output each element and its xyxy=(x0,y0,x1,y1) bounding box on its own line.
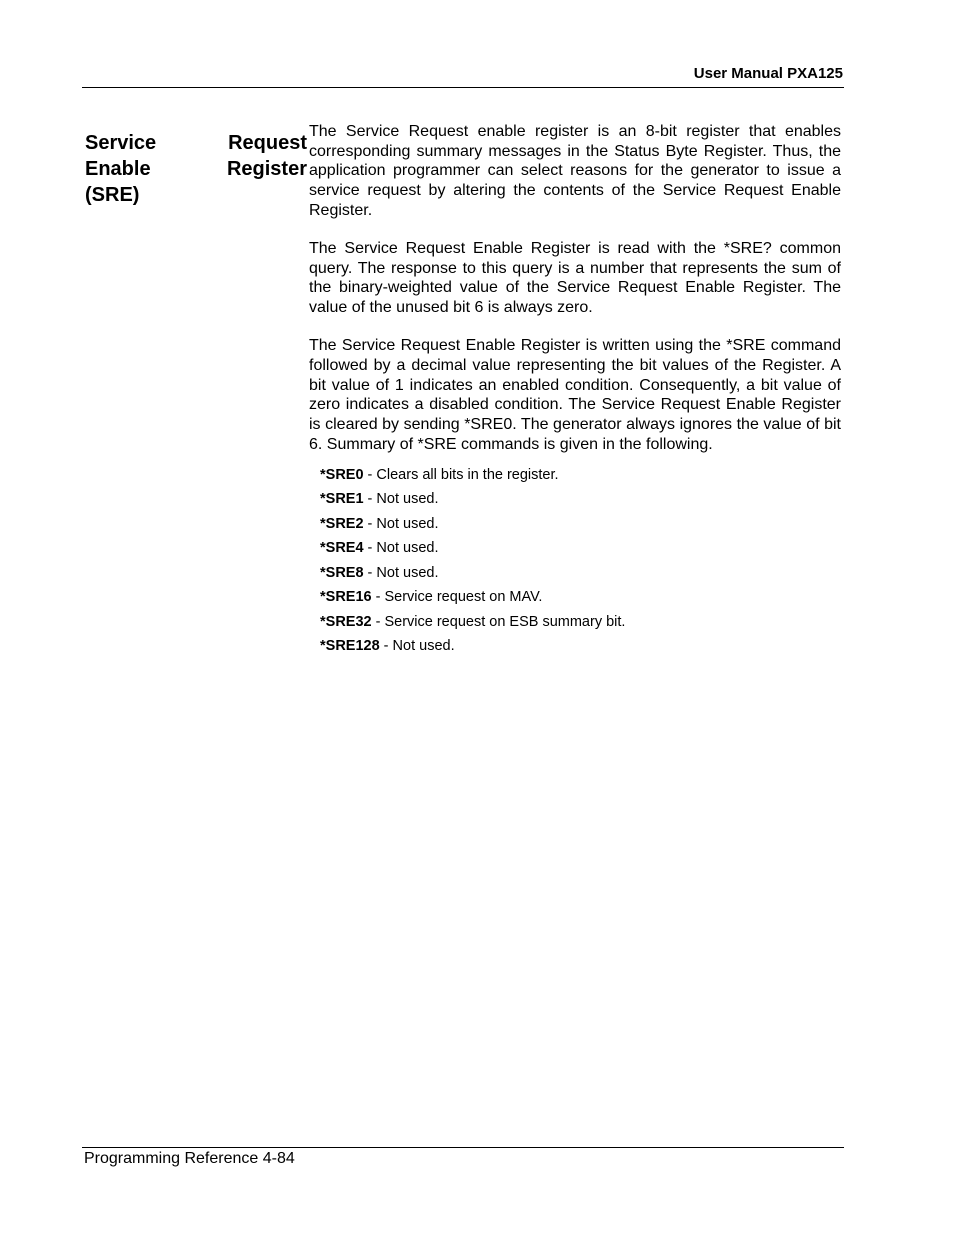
command-item xyxy=(320,585,841,610)
body-paragraph: The Service Request Enable Register is read with the *SRE? common query. The response to this query is a number that represents the sum of the binary-weighted value of the Service Request Enable Register. The value of the unused bit 6 is always zero. xyxy=(309,240,841,317)
command-description: - Not used. xyxy=(363,491,439,508)
heading-word: Service xyxy=(85,132,157,154)
command-name: *SRE8 xyxy=(320,564,364,581)
command-description: - Service request on ESB summary bit. xyxy=(371,613,626,630)
command-name: *SRE16 xyxy=(320,589,372,606)
command-description: - Clears all bits in the register. xyxy=(363,466,559,483)
command-list xyxy=(309,463,841,659)
command-description: - Not used. xyxy=(363,515,439,532)
body-paragraph: The Service Request Enable Register is written using the *SRE command followed by a decimal value representing the bit values of the Register. A bit value of 1 indicates an enabled condition. Consequently, a bit value of zero indicates a disabled condition. The Service Request Enable Register is cleared by sending *SRE0. The generator always ignores the value of bit 6. Summary of *SRE commands is given in the following. xyxy=(309,337,841,453)
command-name: *SRE0 xyxy=(320,466,364,483)
section-body xyxy=(309,122,841,659)
command-name: *SRE32 xyxy=(320,613,372,630)
command-description: - Not used. xyxy=(379,638,455,655)
command-description: - Service request on MAV. xyxy=(371,589,543,606)
command-name: *SRE1 xyxy=(320,491,364,508)
command-item xyxy=(320,610,841,635)
command-name: *SRE2 xyxy=(320,515,364,532)
command-item xyxy=(320,487,841,512)
section-heading xyxy=(85,130,307,208)
command-item xyxy=(320,463,841,488)
command-name: *SRE128 xyxy=(320,638,380,655)
command-item xyxy=(320,536,841,561)
command-description: - Not used. xyxy=(363,564,439,581)
command-item xyxy=(320,561,841,586)
body-paragraph: The Service Request enable register is an 8-bit register that enables corresponding summary messages in the Status Byte Register. Thus, the application programmer can select reasons for the generator to issue a service request by altering the contents of the Service Request Enable Register. xyxy=(309,123,841,219)
header-rule xyxy=(82,87,844,88)
heading-line xyxy=(85,130,307,156)
footer-rule xyxy=(82,1147,844,1148)
command-item xyxy=(320,634,841,659)
heading-word: Register xyxy=(226,158,307,180)
command-description: - Not used. xyxy=(363,540,439,557)
footer-page-reference: Programming Reference 4-84 xyxy=(84,1150,295,1167)
heading-word: (SRE) xyxy=(85,184,140,206)
command-item xyxy=(320,512,841,537)
command-name: *SRE4 xyxy=(320,540,364,557)
heading-line xyxy=(85,156,307,182)
heading-word: Request xyxy=(228,132,307,154)
heading-word: Enable xyxy=(85,158,151,180)
heading-line xyxy=(85,182,307,208)
running-header-title: User Manual PXA125 xyxy=(693,65,843,82)
